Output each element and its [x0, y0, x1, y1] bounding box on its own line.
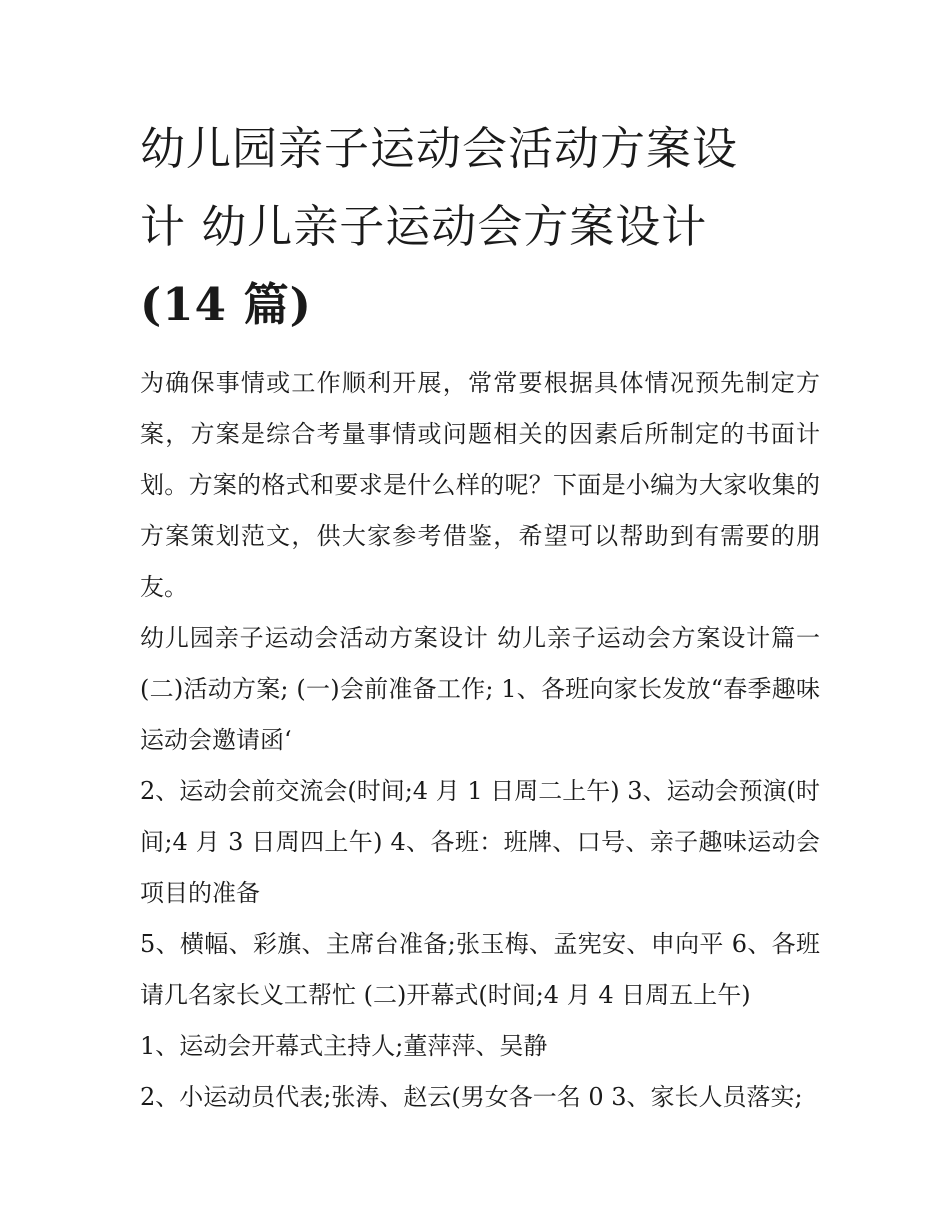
body-paragraph: 1、运动会开幕式主持人;董萍萍、吴静: [140, 1032, 548, 1060]
intro-paragraph: 为确保事情或工作顺利开展，常常要根据具体情况预先制定方案，方案是综合考量事情或问题相关的因素后所制定的书面计划。方案的格式和要求是什么样的呢？下面是小编为大家收集的方案策划范文，供大家参考借鉴，希望可以帮助到有需要的朋友。: [140, 369, 820, 601]
body-paragraph: 5、横幅、彩旗、主席台准备;张玉梅、孟宪安、申向平 6、各班请几名家长义工帮忙 (二)开幕式(时间;4 月 4 日周五上午): [140, 930, 820, 1009]
body-paragraph: 2、小运动员代表;张涛、赵云(男女各一名 0 3、家长人员落实;: [140, 1083, 803, 1111]
document-page: [140, 110, 820, 1123]
title-line-3: (14 篇): [140, 278, 312, 331]
body-paragraph: 2、运动会前交流会(时间;4 月 1 日周二上午) 3、运动会预演(时间;4 月 3 日周四上午) 4、各班：班牌、口号、亲子趣味运动会项目的准备: [140, 777, 820, 907]
document-title: [140, 110, 820, 344]
title-line-1: 幼儿园亲子运动会活动方案设: [140, 122, 739, 175]
document-body: [140, 358, 820, 1123]
body-paragraph: 幼儿园亲子运动会活动方案设计 幼儿亲子运动会方案设计篇一 (二)活动方案; (一)会前准备工作; 1、各班向家长发放“春季趣味运动会邀请函‘: [140, 624, 820, 754]
title-line-2: 计 幼儿亲子运动会方案设计: [140, 200, 708, 253]
